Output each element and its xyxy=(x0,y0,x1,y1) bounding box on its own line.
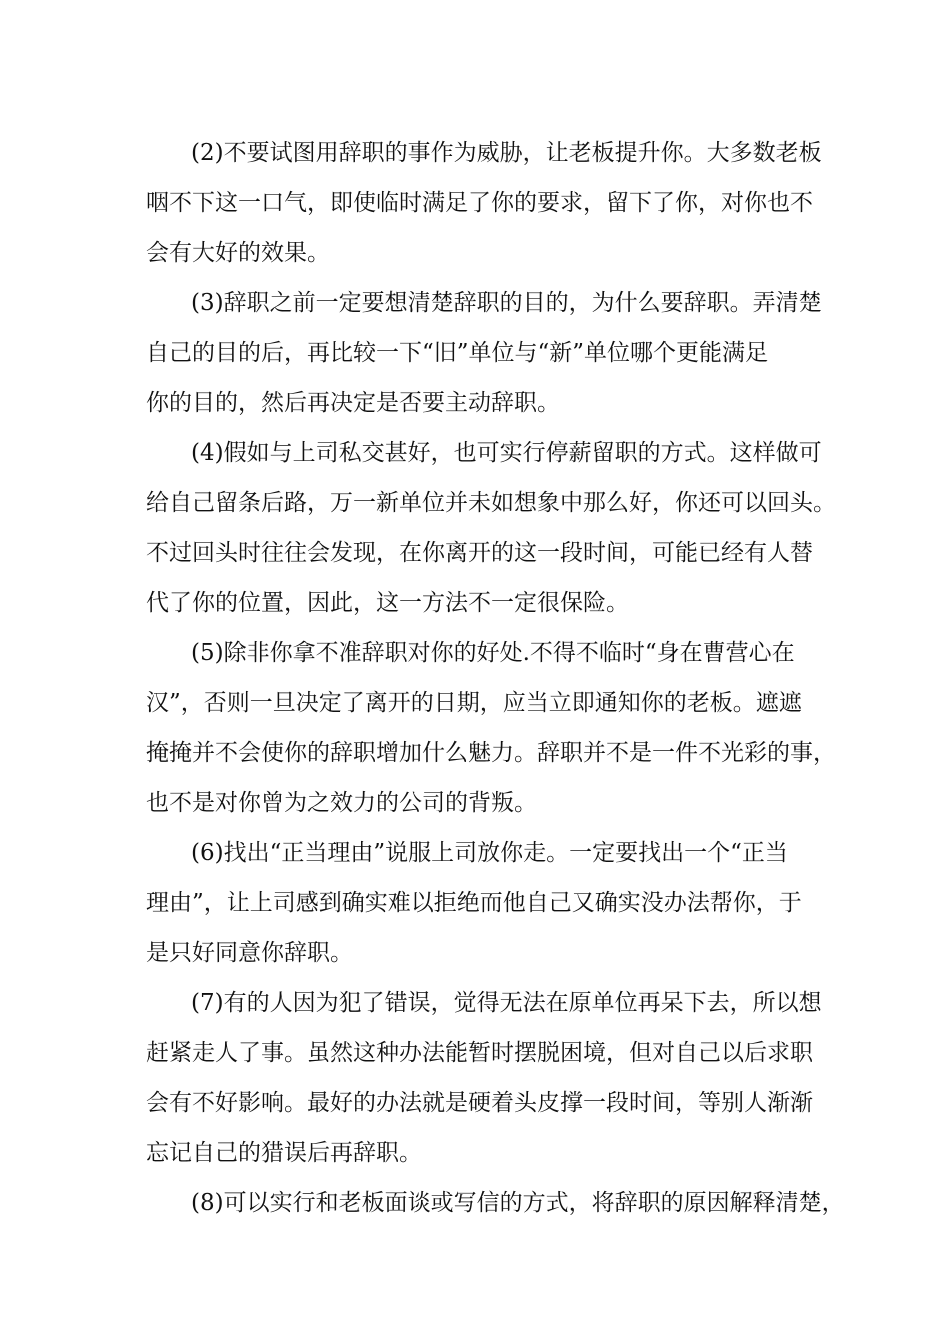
paragraph-7-line-1: (7)有的人因为犯了错误，觉得无法在原单位再呆下去，所以想 xyxy=(191,990,822,1016)
paragraph-4-line-4: 代了你的位置，因此，这一方法不一定很保险。 xyxy=(146,590,629,616)
paragraph-7-line-4: 忘记自己的猎误后再辞职。 xyxy=(146,1140,422,1166)
paragraph-5-line-3: 掩掩并不会使你的辞职增加什么魅力。辞职并不是一件不光彩的事， xyxy=(146,740,836,766)
paragraph-8-line-1: (8)可以实行和老板面谈或写信的方式，将辞职的原因解释清楚， xyxy=(191,1190,845,1216)
paragraph-2-line-3: 会有大好的效果。 xyxy=(146,240,330,266)
paragraph-5-line-4: 也不是对你曾为之效力的公司的背叛。 xyxy=(146,790,537,816)
paragraph-6-line-3: 是只好同意你辞职。 xyxy=(146,940,353,966)
paragraph-5-line-1: (5)除非你拿不准辞职对你的好处.不得不临时“身在曹营心在 xyxy=(191,640,795,666)
paragraph-4-line-3: 不过回头时往往会发现，在你离开的这一段时间，可能已经有人替 xyxy=(146,540,813,566)
paragraph-3-line-2: 自己的目的后，再比较一下“旧”单位与“新”单位哪个更能满足 xyxy=(146,340,769,366)
paragraph-3-line-3: 你的目的，然后再决定是否要主动辞职。 xyxy=(146,390,560,416)
paragraph-2-line-1: (2)不要试图用辞职的事作为威胁，让老板提升你。大多数老板 xyxy=(191,140,822,166)
paragraph-3-line-1: (3)辞职之前一定要想清楚辞职的目的，为什么要辞职。弄清楚 xyxy=(191,290,822,316)
paragraph-7-line-2: 赶紧走人了事。虽然这种办法能暂时摆脱困境，但对自己以后求职 xyxy=(146,1040,813,1066)
paragraph-4-line-1: (4)假如与上司私交甚好，也可实行停薪留职的方式。这样做可 xyxy=(191,440,822,466)
paragraph-4-line-2: 给自己留条后路，万一新单位并未如想象中那么好，你还可以回头。 xyxy=(146,490,836,516)
paragraph-2-line-2: 咽不下这一口气，即使临时满足了你的要求，留下了你，对你也不 xyxy=(146,190,813,216)
paragraph-6-line-2: 理由”，让上司感到确实难以拒绝而他自己又确实没办法帮你，于 xyxy=(146,890,802,916)
paragraph-6-line-1: (6)找出“正当理由”说服上司放你走。一定要找出一个“正当 xyxy=(191,840,788,866)
paragraph-7-line-3: 会有不好影响。最好的办法就是硬着头皮撑一段时间，等别人渐渐 xyxy=(146,1090,813,1116)
paragraph-5-line-2: 汉”，否则一旦决定了离开的日期，应当立即通知你的老板。遮遮 xyxy=(146,690,802,716)
